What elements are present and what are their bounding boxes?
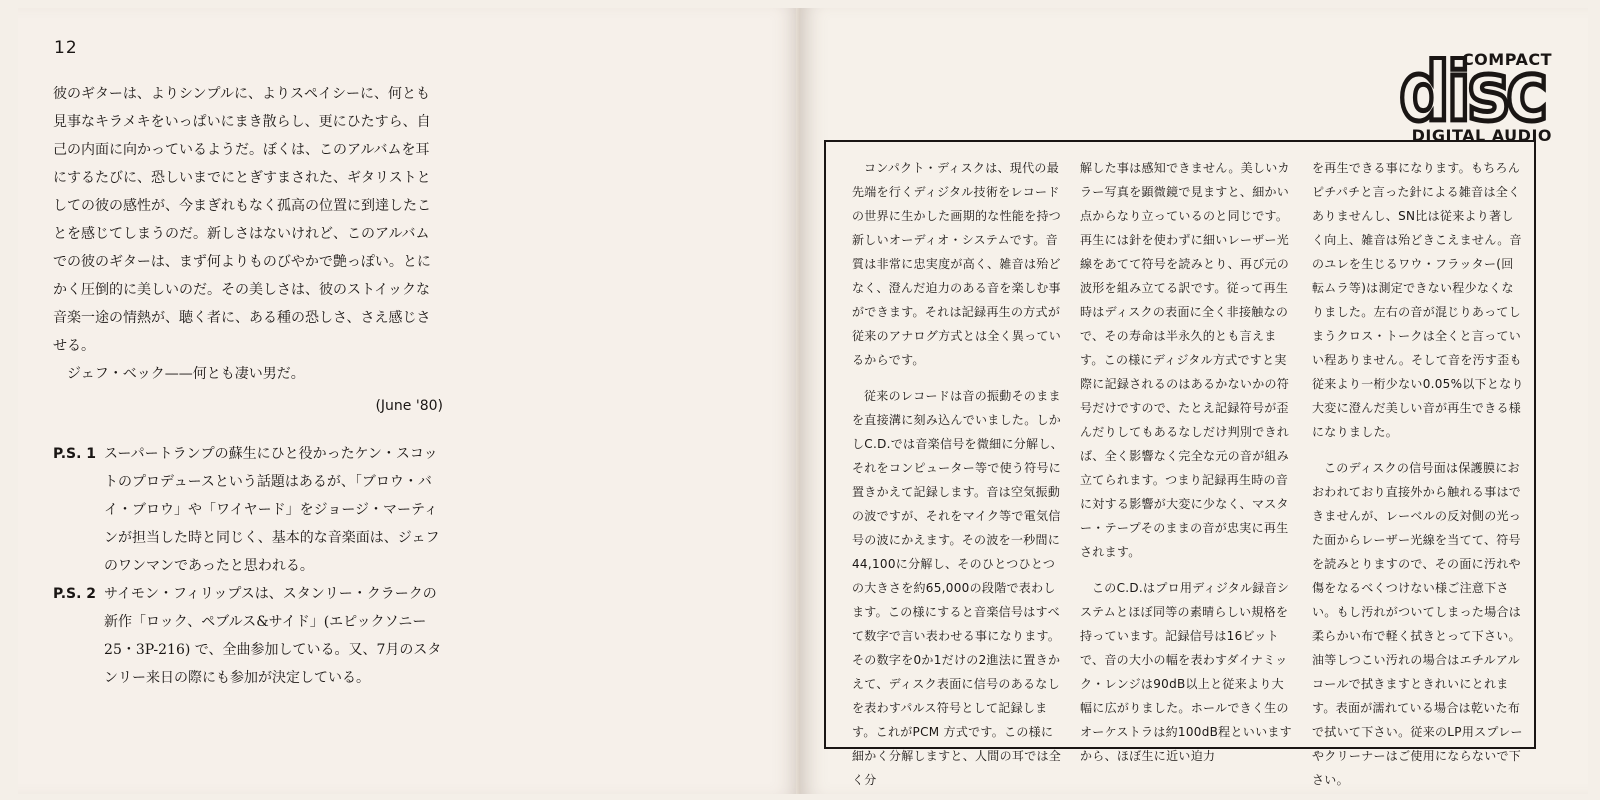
- essay-text: [53, 80, 443, 692]
- postscript-text: サイモン・フィリップスは、スタンリー・クラークの新作「ロック、ペブルス&サイド」(エピックソニー 25・3P-216) で、全曲参加している。又、7月のスタンリー来日の際にも参加が決定している。: [104, 586, 442, 686]
- logo-disc-mark: [1398, 56, 1550, 128]
- essay-paragraph: 彼のギターは、よりシンプルに、よりスペイシーに、何とも見事なキラメキをいっぱいにまき散らし、更にひたすら、自己の内面に向かっているようだ。ぼくは、このアルバムを耳にするたびに、恐しいまでにとぎすまされた、ギタリストとしての彼の感性が、今まぎれもなく孤高の位置に到達したことを感じてしまうのだ。新しさはないけれど、このアルバムでの彼のギターは、まず何よりものびやかで艶っぽい。とにかく圧倒的に美しいのだ。その美しさは、彼のストイックな音楽一途の情熱が、聴く者に、ある種の恐しさ、さえ感じさせる。: [53, 86, 431, 354]
- postscript-block: [53, 440, 443, 692]
- info-column-1: [852, 156, 1064, 792]
- info-paragraph: このディスクの信号面は保護膜におおわれており直接外から触れる事はできませんが、レーベルの反対側の光った面からレーザー光線を当てて、符号を読みとりますので、その面に汚れや傷をなるべくつけない様ご注意下さい。もし汚れがついてしまった場合は柔らかい布で軽く拭きとって下さい。油等しつこい汚れの場合はエチルアルコールで拭きますときれいにとれます。表面が濡れている場合は乾いた布で拭いて下さい。従来のLP用スプレーやクリーナーはご使用にならないで下さい。: [1312, 461, 1523, 787]
- info-column-3: [1312, 156, 1524, 792]
- logo-compact-text: COMPACT: [1461, 50, 1552, 69]
- logo-disc-word: disc: [1399, 56, 1545, 128]
- postscript-text: スーパートランプの蘇生にひと役かったケン・スコットのプロデュースという話題はあるが、「ブロウ・バイ・ブロウ」や「ワイヤード」をジョージ・マーティンが担当した時と同じく、基本的な音楽面は、ジェフのワンマンであったと思われる。: [104, 446, 440, 574]
- essay-date: (June '80): [375, 398, 443, 414]
- logo-digital-audio-text: DIGITAL AUDIO: [1411, 126, 1552, 145]
- info-paragraph: 従来のレコードは音の振動そのままを直接溝に刻み込んでいました。しかしC.D.では音楽信号を微細に分解し、それをコンピューター等で使う符号に置きかえて記録します。音は空気振動の波ですが、それをマイク等で電気信号の波にかえます。その波を一秒間に44,100に分解し、そのひとつひとつの大きさを約65,000の段階で表わします。この様にすると音楽信号はすべて数字で言い表わせる事になります。その数字を0か1だけの2進法に置きかえて、ディスク表面に信号のあるなしを表わすパルス符号として記録します。これがPCM 方式です。この様に細かく分解しますと、人間の耳では全く分: [852, 389, 1063, 787]
- postscript-label: P.S. 2: [53, 586, 97, 602]
- postscript-label: P.S. 1: [53, 446, 97, 462]
- cd-info-box: [824, 140, 1536, 787]
- info-paragraph: を再生できる事になります。もちろんピチパチと言った針による雑音は全くありませんし、SN比は従来より著しく向上、雑音は殆どきこえません。音のユレを生じるワウ・フラッター(回転ムラ等)は測定できない程少なくなりました。左右の音が混じりあってしまうクロス・トークは全くと言っていい程ありません。そして音を汚す歪も従来より一桁少ない0.05%以下となり大変に澄んだ美しい音が再生できる様になりました。: [1312, 161, 1524, 439]
- info-paragraph: コンパクト・ディスクは、現代の最先端を行くディジタル技術をレコードの世界に生かした画期的な性能を持つ新しいオーディオ・システムです。音質は非常に忠実度が高く、雑音は殆どなく、澄んだ迫力のある音を楽しむ事ができます。それは記録再生の方式が従来のアナログ方式とは全く異っているからです。: [852, 161, 1062, 367]
- postscript-2: [53, 580, 443, 692]
- postscript-1: [53, 440, 443, 580]
- right-page: [800, 8, 1588, 794]
- page-number: 12: [54, 38, 78, 58]
- info-paragraph: 解した事は感知できません。美しいカラー写真を顕微鏡で見ますと、細かい点からなり立っているのと同じです。再生には針を使わずに細いレーザー光線をあてて符号を読みとり、再び元の波形を組み立てる訳です。従って再生時はディスクの表面に全く非接触なので、その寿命は半永久的とも言えます。この様にディジタル方式ですと実際に記録されるのはあるかないかの符号だけですので、たとえ記録符号が歪んだりしてもあるなしだけ判別できれば、全く影響なく完全な元の音が組み立てられます。つまり記録再生時の音に対する影響が大変に少なく、マスター・テープそのままの音が忠実に再生されます。: [1080, 161, 1290, 559]
- essay-paragraph: ジェフ・ベック——何とも凄い男だ。: [67, 366, 305, 382]
- info-column-2: [1080, 156, 1292, 768]
- left-page: [18, 8, 800, 794]
- info-paragraph: このC.D.はプロ用ディジタル録音システムとほぼ同等の素晴らしい規格を持っています。記録信号は16ビットで、音の大小の幅を表わすダイナミック・レンジは90dB以上と従来より大幅に広がりました。ホールできく生のオーケストラは約100dB程といいますから、ほぼ生に近い迫力: [1080, 581, 1292, 763]
- compact-disc-logo: [1394, 42, 1554, 145]
